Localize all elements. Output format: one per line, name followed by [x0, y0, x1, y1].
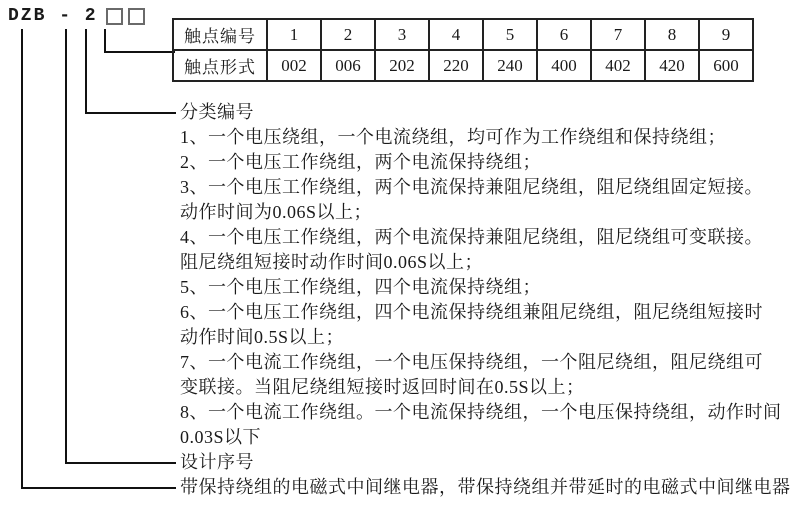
- contact-number-row: [173, 19, 753, 50]
- contact-number-cell: 2: [321, 19, 375, 50]
- contact-form-cell: 220: [429, 50, 483, 81]
- contact-form-cell: 202: [375, 50, 429, 81]
- contact-number-row-label: 触点编号: [173, 19, 267, 50]
- classification-line: 6、一个电压工作绕组，四个电流保持绕组兼阻尼绕组，阻尼绕组短接时: [180, 302, 763, 322]
- classification-section: [180, 100, 795, 450]
- contact-number-cell: 5: [483, 19, 537, 50]
- classification-line: 2、一个电压工作绕组，两个电流保持绕组；: [180, 152, 541, 172]
- classification-title: 分类编号: [180, 102, 254, 122]
- relay-type-description: 带保持绕组的电磁式中间继电器，带保持绕组并带延时的电磁式中间继电器: [180, 477, 791, 497]
- contact-number-cell: 3: [375, 19, 429, 50]
- contact-form-cell: 600: [699, 50, 753, 81]
- contact-form-row: [173, 50, 753, 81]
- contact-form-cell: 402: [591, 50, 645, 81]
- design-serial-label: 设计序号: [180, 452, 254, 472]
- classification-line: 5、一个电压工作绕组，四个电流保持绕组；: [180, 277, 541, 297]
- contact-number-cell: 8: [645, 19, 699, 50]
- contact-number-cell: 1: [267, 19, 321, 50]
- contact-form-cell: 400: [537, 50, 591, 81]
- classification-line: 动作时间0.5S以上；: [180, 327, 345, 347]
- classification-line: 动作时间为0.06S以上；: [180, 202, 373, 222]
- contact-form-cell: 240: [483, 50, 537, 81]
- classification-line: 1、一个电压绕组，一个电流绕组，均可作为工作绕组和保持绕组；: [180, 127, 726, 147]
- model-digit-box-1: [106, 8, 123, 25]
- classification-line: 阻尼绕组短接时动作时间0.06S以上；: [180, 252, 484, 272]
- classification-line: 变联接。当阻尼绕组短接时返回时间在0.5S以上；: [180, 377, 585, 397]
- classification-line: 0.03S以下: [180, 427, 262, 447]
- model-prefix: DZB - 2: [8, 6, 98, 26]
- contact-table: [172, 18, 754, 82]
- model-designation: [8, 6, 145, 26]
- classification-line: 7、一个电流工作绕组，一个电压保持绕组，一个阻尼绕组，阻尼绕组可: [180, 352, 763, 372]
- classification-line: 3、一个电压工作绕组，两个电流保持兼阻尼绕组，阻尼绕组固定短接。: [180, 177, 763, 197]
- model-digit-box-2: [128, 8, 145, 25]
- contact-form-row-label: 触点形式: [173, 50, 267, 81]
- leader-line-relay-type: [21, 29, 176, 489]
- contact-number-cell: 4: [429, 19, 483, 50]
- classification-line: 8、一个电流工作绕组。一个电流保持绕组，一个电压保持绕组，动作时间: [180, 402, 782, 422]
- contact-form-cell: 002: [267, 50, 321, 81]
- contact-form-cell: 006: [321, 50, 375, 81]
- contact-number-cell: 7: [591, 19, 645, 50]
- contact-form-cell: 420: [645, 50, 699, 81]
- contact-number-cell: 9: [699, 19, 753, 50]
- classification-line: 4、一个电压工作绕组，两个电流保持兼阻尼绕组，阻尼绕组可变联接。: [180, 227, 763, 247]
- contact-number-cell: 6: [537, 19, 591, 50]
